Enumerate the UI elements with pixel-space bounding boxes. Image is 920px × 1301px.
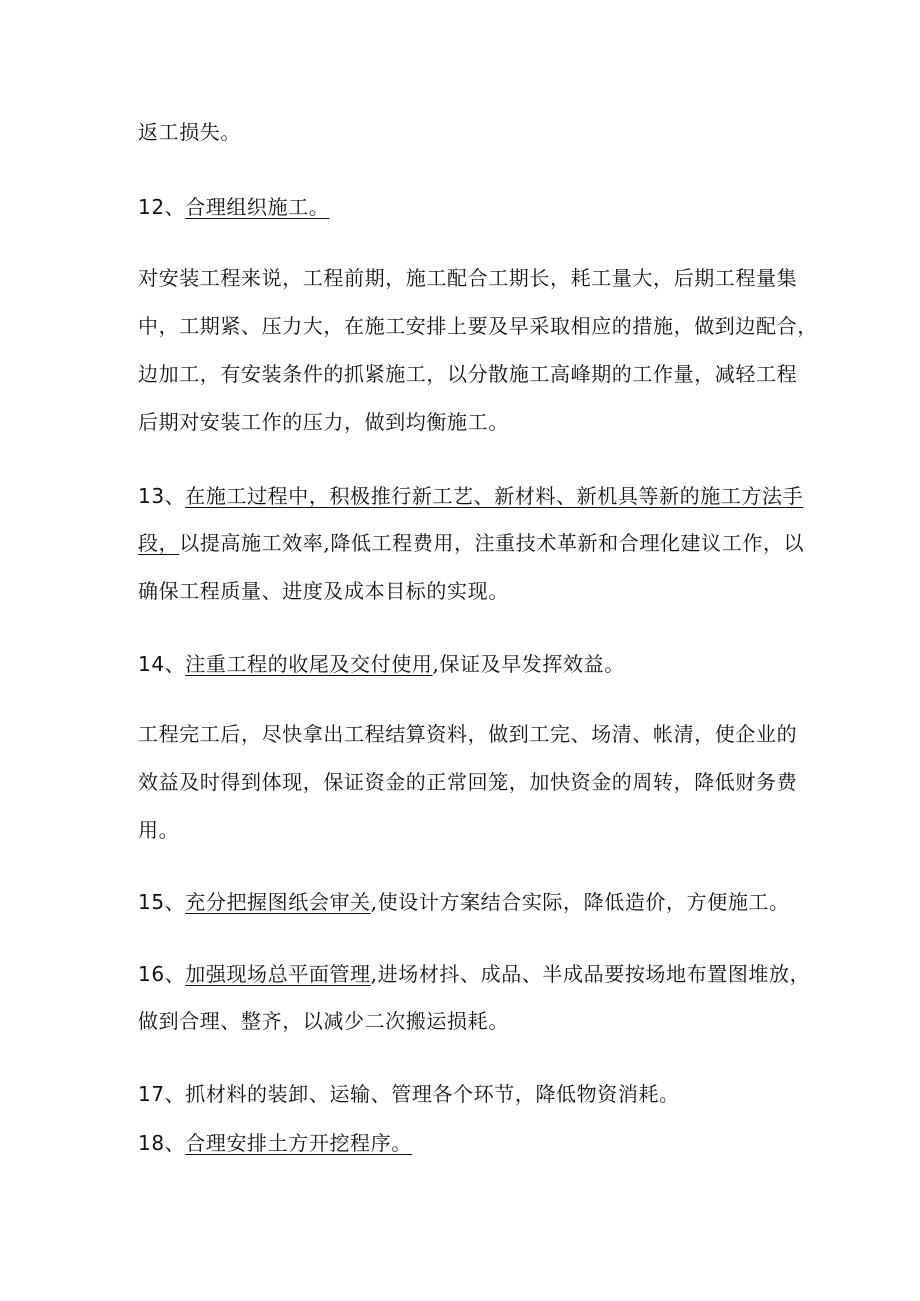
- item-text: ,使设计方案结合实际，降低造价，方便施工。: [370, 890, 790, 914]
- item-text: ,保证及早发挥效益。: [432, 652, 625, 676]
- item-14-body-line: 工程完工后，尽快拿出工程结算资料，做到工完、场清、帐清，使企业的: [138, 722, 798, 746]
- item-title: 在施工过程中，积极推行新工艺、新材料、新机具等新的施工方法手: [185, 484, 804, 508]
- item-16-continuation: 做到合理、整齐，以减少二次搬运损耗。: [138, 1009, 509, 1033]
- item-text: 以提高施工效率,降低工程费用，注重技术革新和合理化建议工作，以: [179, 531, 805, 555]
- item-number: 14、: [138, 652, 186, 676]
- item-12-heading: [138, 193, 329, 221]
- item-number: 17、: [138, 1082, 186, 1106]
- item-number: 12、: [138, 195, 186, 219]
- item-18-heading: [138, 1129, 412, 1157]
- item-title: 加强现场总平面管理: [185, 962, 371, 986]
- item-number: 13、: [138, 484, 186, 508]
- item-12-body-line: 边加工，有安装条件的抓紧施工，以分散施工高峰期的工作量，减轻工程: [138, 362, 798, 386]
- text-fragment-top: 返工损失。: [138, 120, 241, 144]
- item-14-heading: [138, 650, 625, 678]
- item-12-body-line: 中，工期紧、压力大，在施工安排上要及早采取相应的措施，做到边配合，: [138, 314, 818, 338]
- item-17-heading: [138, 1080, 680, 1108]
- item-13-heading: [138, 482, 803, 510]
- item-14-body-line: 效益及时得到体现，保证资金的正常回笼，加快资金的周转，降低财务费: [138, 770, 798, 794]
- item-16-heading: [138, 960, 810, 988]
- item-number: 16、: [138, 962, 186, 986]
- item-title: 充分把握图纸会审关: [185, 890, 371, 914]
- item-title: 合理安排土方开挖程序。: [185, 1131, 412, 1155]
- item-title: 注重工程的收尾及交付使用: [185, 652, 433, 676]
- item-13-heading-line3: 确保工程质量、进度及成本目标的实现。: [138, 579, 509, 603]
- item-title-end: 段，: [138, 531, 180, 555]
- item-number: 15、: [138, 890, 186, 914]
- item-12-body-line: 对安装工程来说，工程前期，施工配合工期长，耗工量大，后期工程量集: [138, 266, 798, 290]
- item-12-body-line: 后期对安装工作的压力，做到均衡施工。: [138, 410, 509, 434]
- item-15-heading: [138, 888, 790, 916]
- item-number: 18、: [138, 1131, 186, 1155]
- item-text: 抓材料的装卸、运输、管理各个环节，降低物资消耗。: [185, 1082, 680, 1106]
- item-14-body-line: 用。: [138, 818, 180, 842]
- item-text: ,进场材抖、成品、半成品要按场地布置图堆放，: [370, 962, 811, 986]
- item-title: 合理组织施工。: [185, 195, 330, 219]
- item-13-heading-line2: [138, 529, 804, 557]
